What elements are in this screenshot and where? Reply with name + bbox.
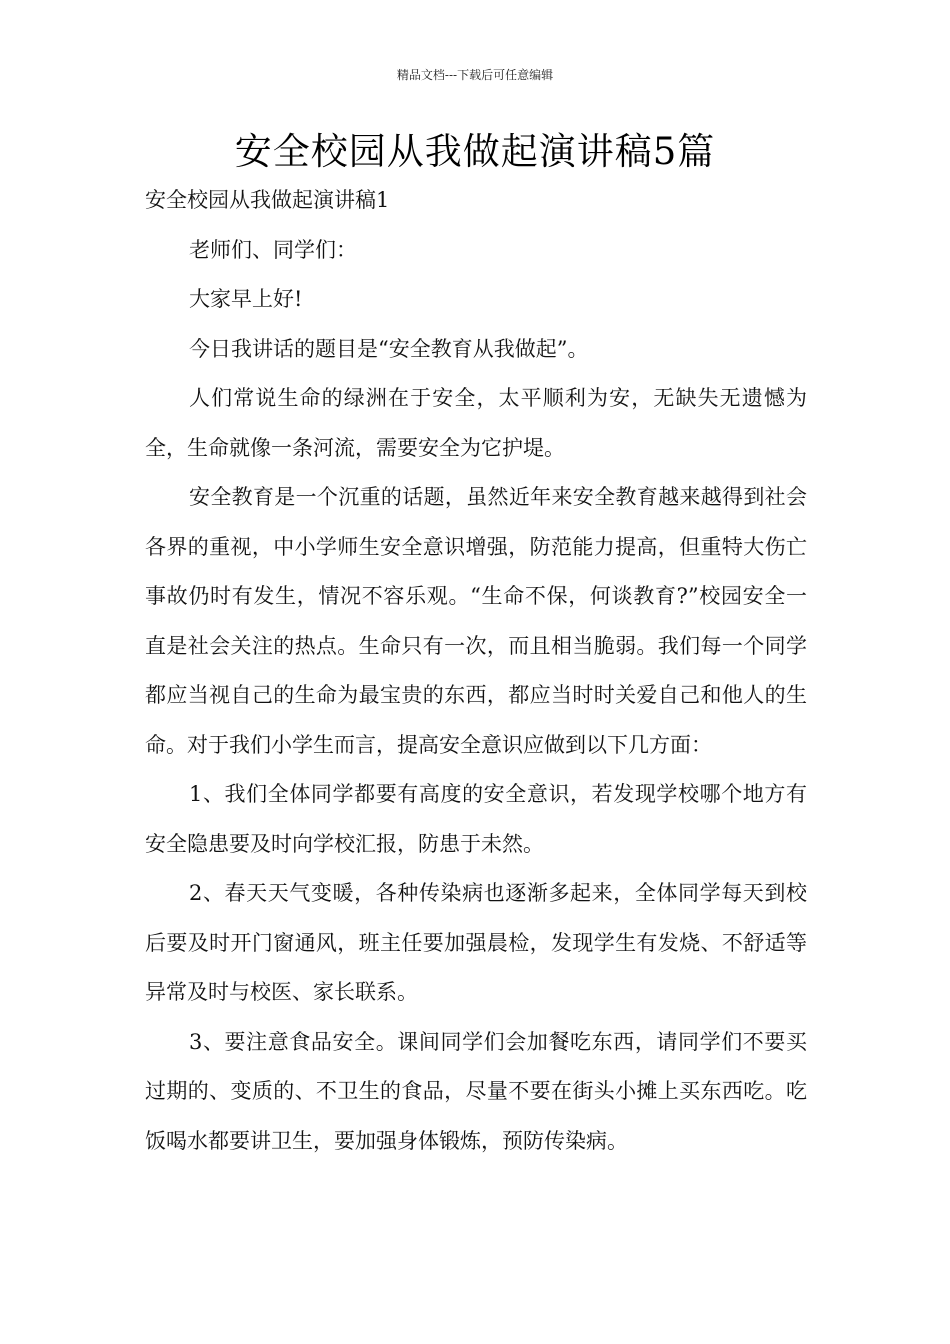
paragraph-intro: 人们常说生命的绿洲在于安全，太平顺利为安，无缺失无遗憾为全，生命就像一条河流，需要安全为它护堤。 bbox=[145, 386, 807, 460]
paragraph-point-2: 2、春天天气变暖，各种传染病也逐渐多起来，全体同学每天到校后要及时开门窗通风，班主任要加强晨检，发现学生有发烧、不舒适等异常及时与校医、家长联系。 bbox=[145, 881, 807, 1004]
paragraph-topic: 今日我讲话的题目是“安全教育从我做起”。 bbox=[189, 336, 589, 361]
paragraph-safety-education: 安全教育是一个沉重的话题，虽然近年来安全教育越来越得到社会各界的重视，中小学师生安全意识增强，防范能力提高，但重特大伤亡事故仍时有发生，情况不容乐观。“生命不保，何谈教育?”校园安全一直是社会关注的热点。生命只有一次，而且相当脆弱。我们每一个同学都应当视自己的生命为最宝贵的东西，都应当时时关爱自己和他人的生命。对于我们小学生而言，提高安全意识应做到以下几方面： bbox=[145, 485, 807, 757]
paragraph-salutation: 老师们、同学们： bbox=[189, 237, 357, 262]
document-title: 安全校园从我做起演讲稿5篇 bbox=[234, 130, 716, 173]
paragraph-greeting: 大家早上好! bbox=[189, 287, 303, 311]
document-body bbox=[145, 176, 807, 1166]
header-note: 精品文档---下载后可任意编辑 bbox=[396, 68, 554, 82]
section-heading: 安全校园从我做起演讲稿1 bbox=[145, 188, 390, 212]
paragraph-point-1: 1、我们全体同学都要有高度的安全意识，若发现学校哪个地方有安全隐患要及时向学校汇报，防患于未然。 bbox=[145, 782, 807, 856]
paragraph-point-3: 3、要注意食品安全。课间同学们会加餐吃东西，请同学们不要买过期的、变质的、不卫生的食品，尽量不要在街头小摊上买东西吃。吃饭喝水都要讲卫生，要加强身体锻炼，预防传染病。 bbox=[145, 1029, 807, 1153]
